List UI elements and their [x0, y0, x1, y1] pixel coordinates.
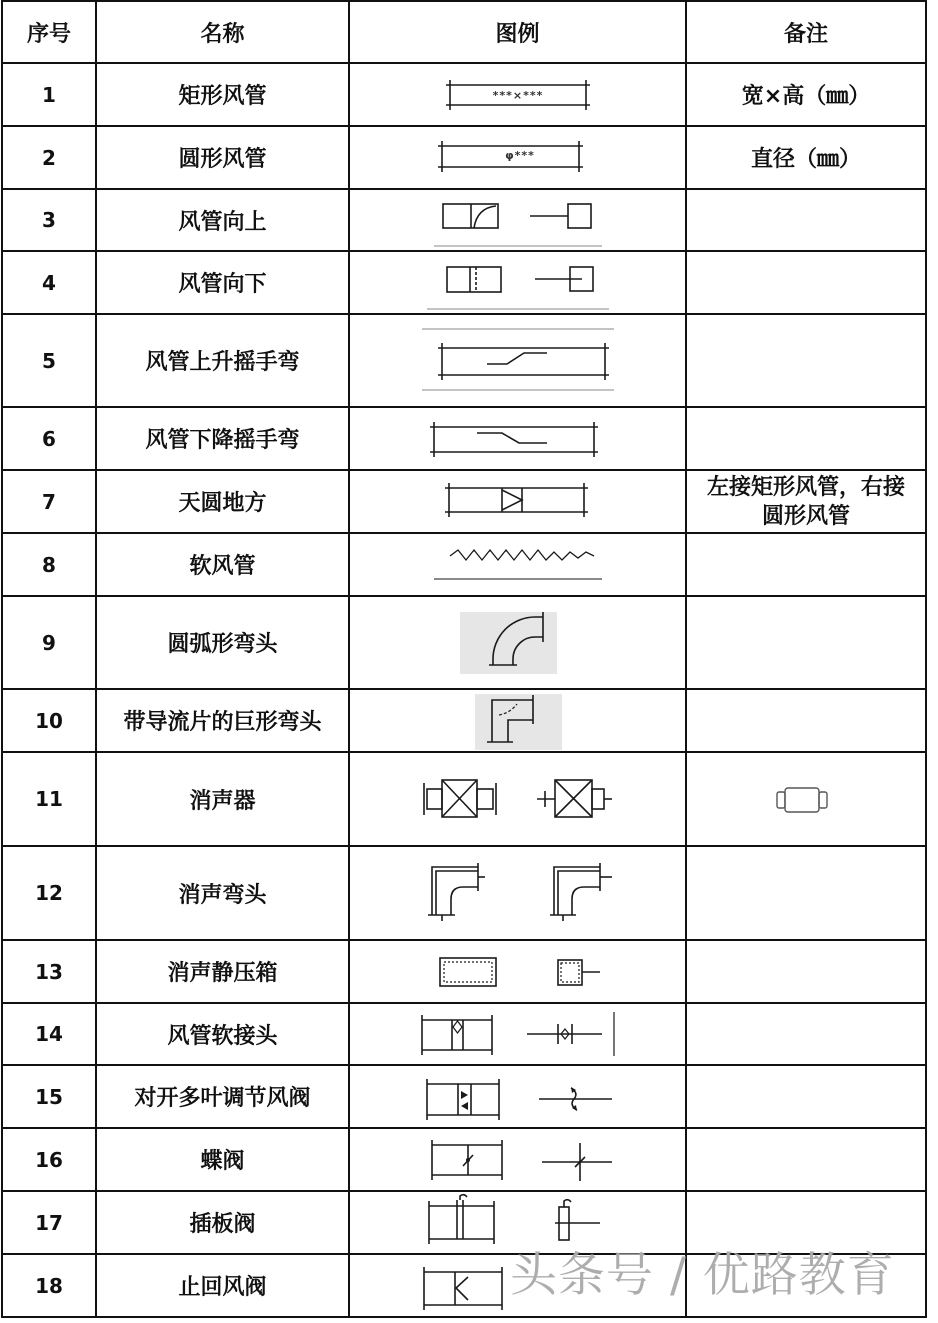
row-9-number: 9: [3, 597, 97, 690]
row-13-name: 消声静压箱: [97, 941, 350, 1004]
row-3-name: 风管向上: [97, 190, 350, 252]
square-to-round-transition-symbol: [350, 471, 687, 534]
header-name: 名称: [97, 2, 350, 64]
row-11-remark: [687, 753, 927, 847]
rectangular-duct-symbol: [350, 64, 687, 127]
row-5-remark: [687, 315, 927, 408]
row-13-legend: [350, 941, 687, 1004]
row-4-remark: [687, 252, 927, 315]
duct-rising-offset-symbol: [350, 315, 687, 408]
row-17-name: 插板阀: [97, 1192, 350, 1255]
row-2-number: 2: [3, 127, 97, 190]
row-17-remark: [687, 1192, 927, 1255]
row-5-number: 5: [3, 315, 97, 408]
row-12-name: 消声弯头: [97, 847, 350, 941]
round-duct-symbol: [350, 127, 687, 190]
row-4-legend: [350, 252, 687, 315]
row-6-number: 6: [3, 408, 97, 471]
row-1-name: 矩形风管: [97, 64, 350, 127]
row-3-legend: [350, 190, 687, 252]
flexible-connector-symbol: [350, 1004, 687, 1066]
radius-elbow-symbol: [350, 597, 687, 690]
row-16-legend: [350, 1129, 687, 1192]
row-13-remark: [687, 941, 927, 1004]
row-7-remark: [687, 471, 927, 534]
row-13-number: 13: [3, 941, 97, 1004]
row-10-legend: [350, 690, 687, 753]
vaned-square-elbow-symbol: [350, 690, 687, 753]
row-8-remark: [687, 534, 927, 597]
duct-down-symbol: [350, 252, 687, 315]
silencer-elbow-symbol: [350, 847, 687, 941]
row-5-name: 风管上升摇手弯: [97, 315, 350, 408]
flexible-duct-symbol: [350, 534, 687, 597]
row-18-name: 止回风阀: [97, 1255, 350, 1318]
header-number: 序号: [3, 2, 97, 64]
opposed-blade-damper-symbol: [350, 1066, 687, 1129]
row-12-legend: [350, 847, 687, 941]
row-17-legend: [350, 1192, 687, 1255]
row-6-remark: [687, 408, 927, 471]
row-14-number: 14: [3, 1004, 97, 1066]
row-4-number: 4: [3, 252, 97, 315]
slide-gate-valve-symbol: [350, 1192, 687, 1255]
duct-falling-offset-symbol: [350, 408, 687, 471]
row-8-name: 软风管: [97, 534, 350, 597]
row-7-number: 7: [3, 471, 97, 534]
row-6-legend: [350, 408, 687, 471]
silencer-alt-symbol: [687, 753, 927, 847]
row-8-number: 8: [3, 534, 97, 597]
row-15-remark: [687, 1066, 927, 1129]
row-12-number: 12: [3, 847, 97, 941]
row-10-name: 带导流片的巨形弯头: [97, 690, 350, 753]
row-9-legend: [350, 597, 687, 690]
row-10-remark: [687, 690, 927, 753]
row-2-remark: 直径（㎜）: [687, 127, 927, 190]
butterfly-valve-symbol: [350, 1129, 687, 1192]
row-16-number: 16: [3, 1129, 97, 1192]
header-remark: 备注: [687, 2, 927, 64]
row-7-legend: [350, 471, 687, 534]
row-3-number: 3: [3, 190, 97, 252]
row-4-name: 风管向下: [97, 252, 350, 315]
row-7-remark-line-1: 左接矩形风管，右接: [706, 474, 905, 500]
row-16-remark: [687, 1129, 927, 1192]
row-2-name: 圆形风管: [97, 127, 350, 190]
row-8-legend: [350, 534, 687, 597]
row-3-remark: [687, 190, 927, 252]
row-14-legend: [350, 1004, 687, 1066]
row-12-remark: [687, 847, 927, 941]
row-15-legend: [350, 1066, 687, 1129]
row-2-legend: [350, 127, 687, 190]
row-18-number: 18: [3, 1255, 97, 1318]
row-16-name: 蝶阀: [97, 1129, 350, 1192]
row-7-name: 天圆地方: [97, 471, 350, 534]
row-9-name: 圆弧形弯头: [97, 597, 350, 690]
header-legend: 图例: [350, 2, 687, 64]
row-15-number: 15: [3, 1066, 97, 1129]
row-1-remark: 宽×高（㎜）: [687, 64, 927, 127]
row-11-legend: [350, 753, 687, 847]
row-15-name: 对开多叶调节风阀: [97, 1066, 350, 1129]
row-1-legend: [350, 64, 687, 127]
watermark-text: 头条号 / 优路教育: [510, 1248, 895, 1303]
silencer-plenum-box-symbol: [350, 941, 687, 1004]
row-11-name: 消声器: [97, 753, 350, 847]
row-6-name: 风管下降摇手弯: [97, 408, 350, 471]
duct-diameter-label: φ***: [505, 149, 535, 162]
row-7-remark-line-2: 圆形风管: [761, 503, 850, 529]
duct-symbol-table: [1, 0, 927, 1318]
row-11-number: 11: [3, 753, 97, 847]
row-14-remark: [687, 1004, 927, 1066]
row-14-name: 风管软接头: [97, 1004, 350, 1066]
duct-up-symbol: [350, 190, 687, 252]
silencer-symbol: [350, 753, 687, 847]
row-17-number: 17: [3, 1192, 97, 1255]
duct-size-label: ***×***: [492, 89, 544, 102]
row-9-remark: [687, 597, 927, 690]
row-5-legend: [350, 315, 687, 408]
row-1-number: 1: [3, 64, 97, 127]
row-10-number: 10: [3, 690, 97, 753]
